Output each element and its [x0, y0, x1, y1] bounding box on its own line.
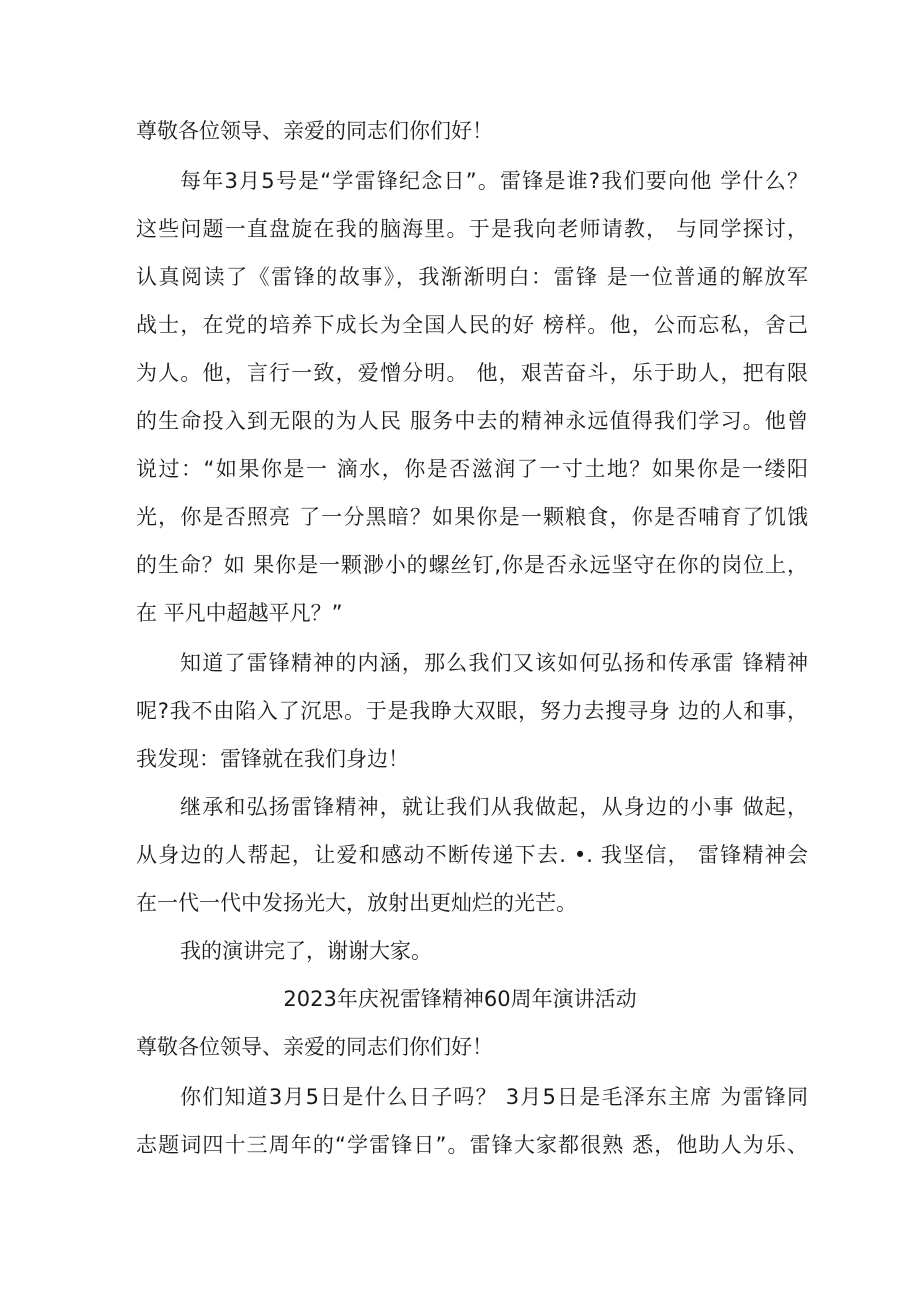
paragraph-line: 说过：“如果你是一 滴水，你是否滋润了一寸土地？如果你是一缕阳: [136, 457, 808, 481]
paragraph-line: 呢?我不由陷入了沉思。于是我睁大双眼，努力去搜寻身 边的人和事，: [136, 699, 808, 723]
paragraph-line: 知道了雷锋精神的内涵，那么我们又该如何弘扬和传承雷 锋精神: [180, 651, 808, 675]
paragraph-line: 认真阅读了《雷锋的故事》，我渐渐明白：雷锋 是一位普通的解放军: [136, 265, 808, 289]
closing-line: 我的演讲完了，谢谢大家。: [180, 939, 432, 963]
paragraph-line: 战士，在党的培养下成长为全国人民的好 榜样。他，公而忘私，舍己: [136, 313, 808, 337]
paragraph-line: 我发现：雷锋就在我们身边！: [136, 747, 409, 771]
paragraph-line: 继承和弘扬雷锋精神，就让我们从我做起，从身边的小事 做起，: [180, 795, 808, 819]
paragraph-line: 你们知道3月5日是什么日子吗？ 3月5日是毛泽东主席 为雷锋同: [180, 1085, 808, 1109]
paragraph-line: 在一代一代中发扬光大，放射出更灿烂的光芒。: [136, 891, 577, 915]
paragraph-line: 为人。他，言行一致，爱憎分明。 他，艰苦奋斗，乐于助人，把有限: [136, 361, 808, 385]
paragraph-line: 每年3月5号是“学雷锋纪念日”。雷锋是谁?我们要向他 学什么？: [180, 169, 808, 193]
paragraph-line: 志题词四十三周年的“学雷锋日”。雷锋大家都很熟 悉，他助人为乐、: [136, 1133, 808, 1157]
paragraph-line: 这些问题一直盘旋在我的脑海里。于是我向老师请教， 与同学探讨，: [136, 217, 808, 241]
paragraph-line: 的生命投入到无限的为人民 服务中去的精神永远值得我们学习。他曾: [136, 409, 808, 433]
paragraph-line: 从身边的人帮起，让爱和感动不断传递下去. •. 我坚信， 雷锋精神会: [136, 843, 808, 867]
greeting-line: 尊敬各位领导、亲爱的同志们你们好！: [136, 1035, 493, 1059]
paragraph-line: 光，你是否照亮 了一分黑暗？如果你是一颗粮食，你是否哺育了饥饿: [136, 505, 808, 529]
paragraph-line: 的生命？如 果你是一颗渺小的螺丝钉,你是否永远坚守在你的岗位上，: [136, 553, 808, 577]
paragraph-line: 在 平凡中超越平凡？”: [136, 601, 343, 625]
section-title: 2023年庆祝雷锋精神60周年演讲活动: [283, 987, 637, 1011]
greeting-line: 尊敬各位领导、亲爱的同志们你们好！: [136, 119, 493, 143]
